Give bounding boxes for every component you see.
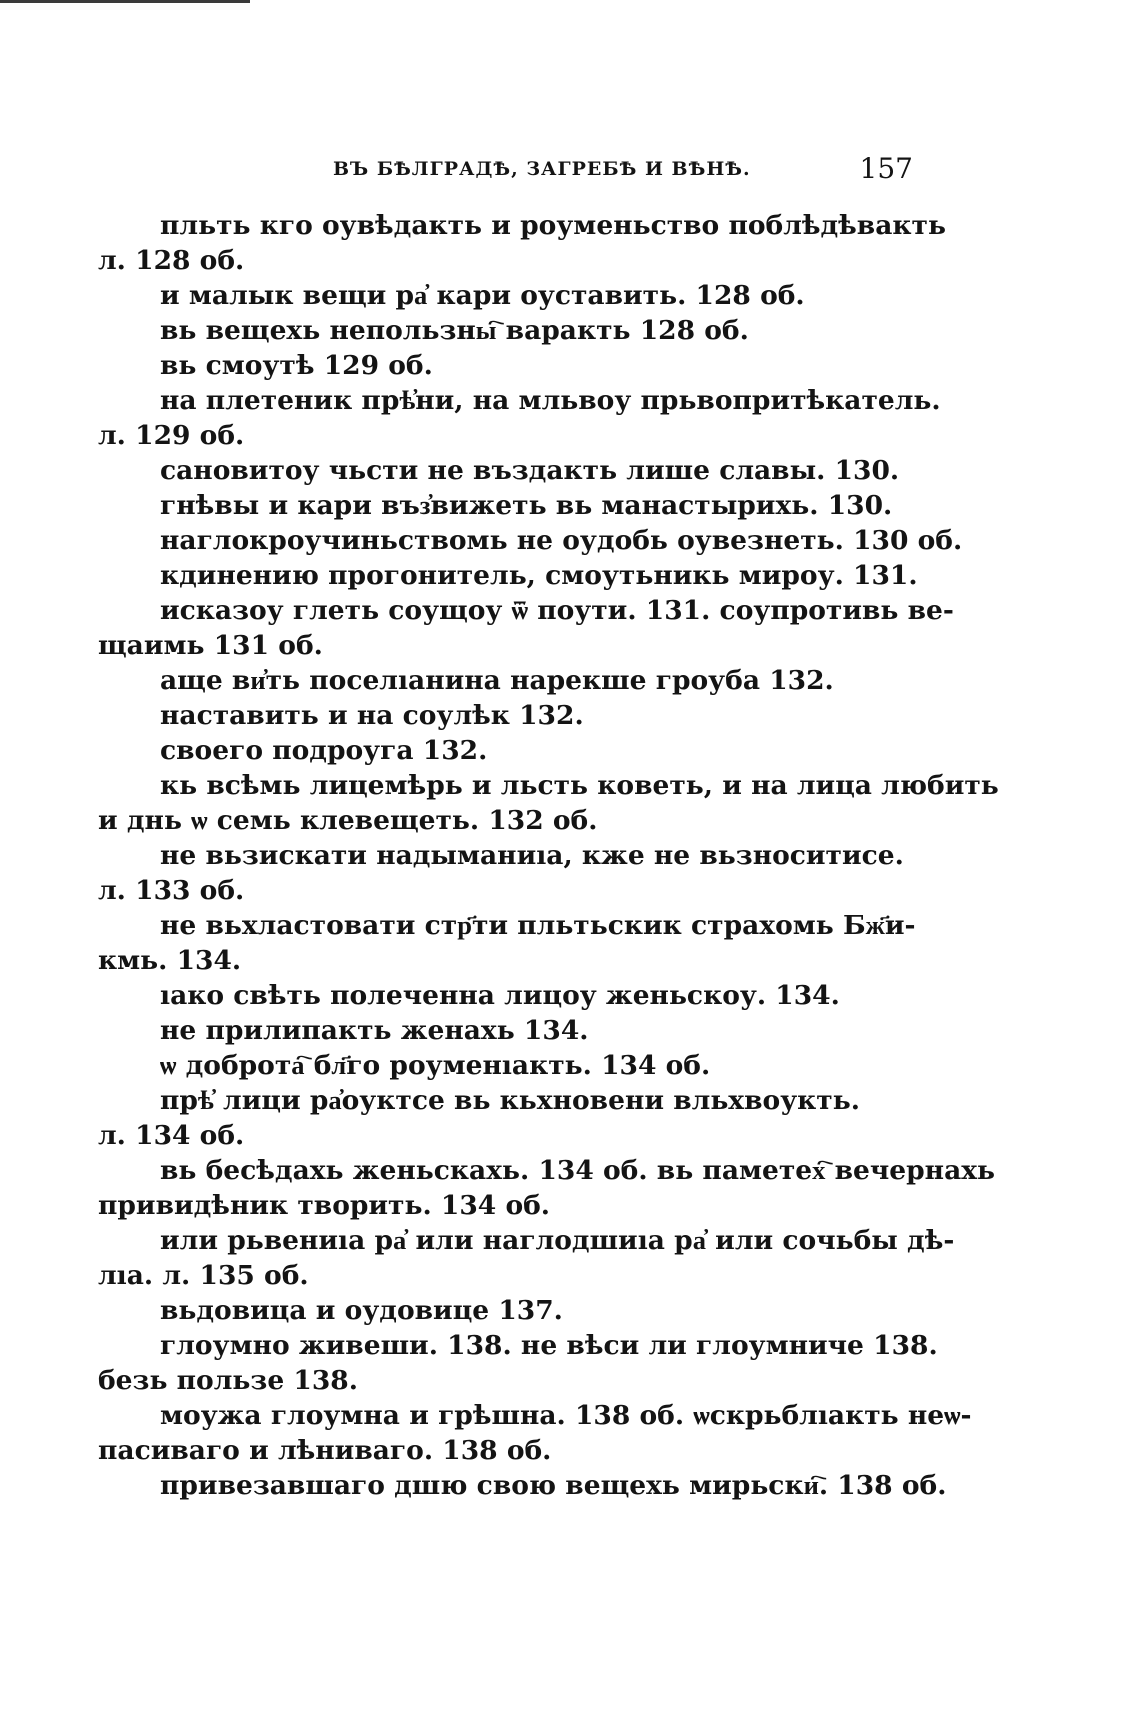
index-entry: [98, 733, 928, 768]
index-entry: [98, 1293, 928, 1328]
entry-continuation: л. 133 об.: [98, 875, 245, 906]
entry-continuation: л. 134 об.: [98, 1120, 245, 1151]
index-entry: [98, 1223, 955, 1293]
index-entry: [98, 348, 928, 383]
top-rule: [0, 0, 250, 3]
entry-line: не прилипакть женахь 134.: [160, 1015, 589, 1046]
entry-continuation: л. 129 об.: [98, 420, 245, 451]
entry-line: моужа глоумна и грѣшна. 138 об. ѡскрьблıакть неѡ-: [160, 1400, 972, 1431]
entry-continuation: щаимь 131 об.: [98, 630, 323, 661]
entry-continuation: лıа. л. 135 об.: [98, 1260, 309, 1291]
index-entry: [98, 1048, 928, 1083]
index-entry: [98, 663, 928, 698]
entry-line: аще ви҆ть поселıанина нарекше гроуба 132.: [160, 665, 834, 696]
index-entry: [98, 1398, 972, 1468]
index-entry: [98, 698, 928, 733]
entry-line: прѣ҆ лици ра҆оуктсе вь кьхновени вльхвоукть.: [160, 1085, 860, 1116]
entry-continuation: кмь. 134.: [98, 945, 242, 976]
entry-line: не вьзискати надыманиıа, кже не вьзноситисе.: [160, 840, 904, 871]
entry-line: на плетеник прѣ҆ни, на мльвоу прьвопритѣкатель.: [160, 385, 941, 416]
entry-line: ѡ доброта҇ бл҃го роуменıакть. 134 об.: [160, 1050, 711, 1081]
index-entry: [98, 453, 928, 488]
entry-line: наглокроучиньствомь не оудобь оувезнеть. 130 об.: [160, 525, 963, 556]
index-entry: [98, 1328, 938, 1398]
entry-line: вьдовица и оудовице 137.: [160, 1295, 563, 1326]
entry-line: и малык вещи ра҆ кари оуставить. 128 об.: [160, 280, 805, 311]
entry-line: кдинению прогонитель, смоутьникь мироу. 131.: [160, 560, 918, 591]
running-head: ВЪ БѢЛГРАДѢ, ЗАГРЕБѢ И ВѢНѢ.: [333, 158, 751, 180]
index-entry: [98, 313, 928, 348]
entry-line: вь смоутѣ 129 об.: [160, 350, 433, 381]
page-header: [333, 152, 913, 192]
entry-line: кь всѣмь лицемѣрь и льсть коветь, и на лица любить: [160, 770, 999, 801]
entry-line: наставить и на соулѣк 132.: [160, 700, 584, 731]
entry-line: вь вещехь непользны҇ варакть 128 об.: [160, 315, 749, 346]
index-entry: [98, 1013, 928, 1048]
index-entry: [98, 1153, 996, 1223]
index-entry: [98, 523, 963, 558]
index-entry: [98, 838, 928, 908]
entry-line: своего подроуга 132.: [160, 735, 488, 766]
entry-line: привезавшаго дшю свою вещехь мирьски҇. 138 об.: [160, 1470, 947, 1501]
entry-line: пльть кго оувѣдакть и роуменьство поблѣдѣвакть: [160, 210, 946, 241]
entry-line: или рьвениıа ра҆ или наглодшиıа ра҆ или сочьбы дѣ-: [160, 1225, 955, 1256]
entry-line: гнѣвы и кари въз҆вижеть вь манастырихь. 130.: [160, 490, 893, 521]
index-entry: [98, 768, 999, 838]
entry-continuation: привидѣник творить. 134 об.: [98, 1190, 551, 1221]
entry-line: сановитоу чьсти не въздакть лише славы. 130.: [160, 455, 900, 486]
page-number: 157: [859, 152, 913, 185]
index-entry: [98, 908, 928, 978]
entry-line: глоумно живеши. 138. не вѣси ли глоумниче 138.: [160, 1330, 938, 1361]
entry-line: вь бесѣдахь женьскахь. 134 об. вь паметех҇ вечернахь: [160, 1155, 996, 1186]
index-entry: [98, 1083, 928, 1153]
entry-continuation: пасиваго и лѣниваго. 138 об.: [98, 1435, 552, 1466]
index-entry: [98, 978, 928, 1013]
index-entry: [98, 278, 928, 313]
entry-continuation: л. 128 об.: [98, 245, 245, 276]
index-entry: [98, 208, 946, 278]
entry-continuation: и днь ѡ семь клевещеть. 132 об.: [98, 805, 598, 836]
index-entries: [98, 208, 999, 1503]
entry-continuation: безь пользе 138.: [98, 1365, 358, 1396]
index-entry: [98, 558, 928, 593]
index-entry: [98, 488, 928, 523]
entry-line: ıако свѣть полеченна лицоу женьскоу. 134.: [160, 980, 840, 1011]
index-entry: [98, 593, 954, 663]
entry-line: не вьхластовати стр҃ти пльтьскик страхомь Бж҃и-: [160, 910, 916, 941]
entry-line: исказоу глеть соущоу ѿ поути. 131. соупротивь ве-: [160, 595, 954, 626]
index-entry: [98, 1468, 947, 1503]
index-entry: [98, 383, 941, 453]
